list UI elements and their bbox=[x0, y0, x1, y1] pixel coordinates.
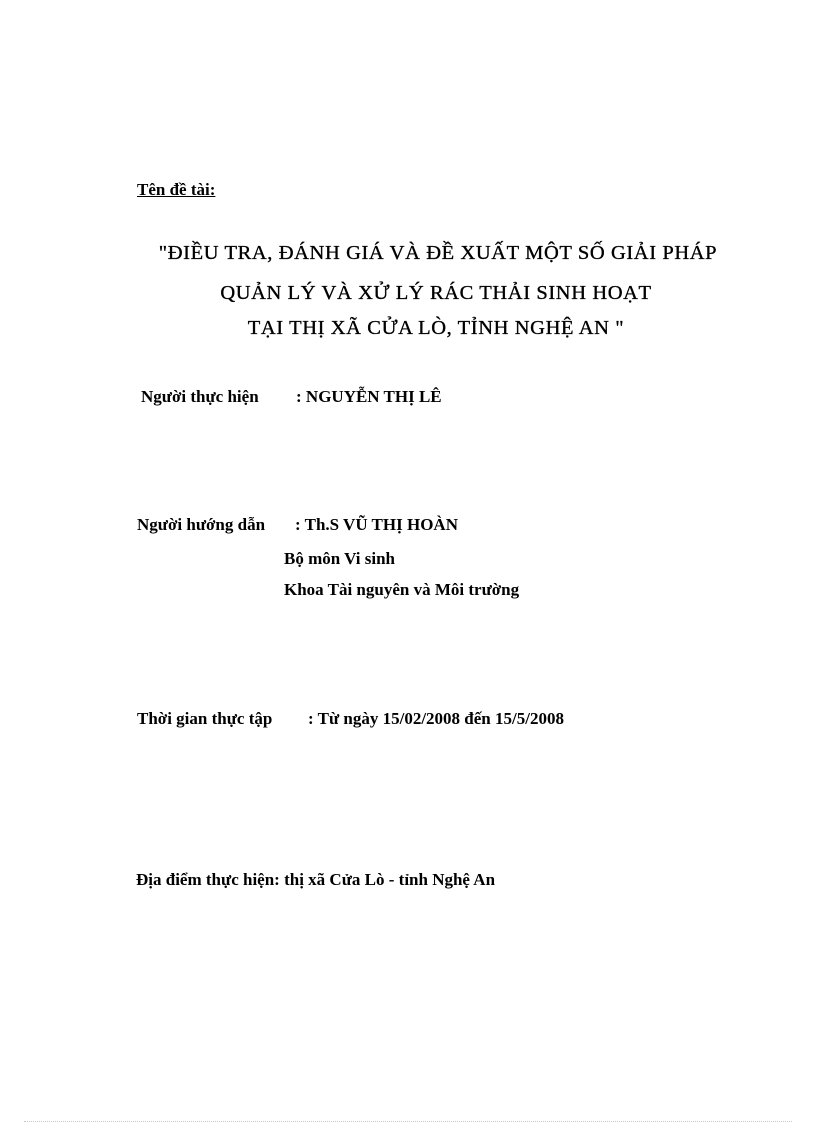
advisor-faculty: Khoa Tài nguyên và Môi trường bbox=[284, 580, 520, 599]
page-bottom-divider bbox=[24, 1121, 792, 1122]
topic-label: Tên đề tài: bbox=[137, 180, 216, 199]
author-label: Người thực hiện bbox=[141, 387, 259, 406]
title-line-1: "ĐIỀU TRA, ĐÁNH GIÁ VÀ ĐỀ XUẤT MỘT SỐ GIẢI PHÁP bbox=[158, 242, 718, 264]
location-line: Địa điểm thực hiện: thị xã Cửa Lò - tỉnh Nghệ An bbox=[136, 870, 496, 889]
advisor-value: : Th.S VŨ THỊ HOÀN bbox=[295, 515, 458, 534]
advisor-department: Bộ môn Vi sinh bbox=[284, 549, 396, 568]
internship-period-label: Thời gian thực tập bbox=[137, 709, 273, 728]
author-value: : NGUYỄN THỊ LÊ bbox=[296, 387, 442, 406]
title-line-3: TẠI THỊ XÃ CỬA LÒ, TỈNH NGHỆ AN " bbox=[247, 317, 625, 339]
internship-period-value: : Từ ngày 15/02/2008 đến 15/5/2008 bbox=[308, 709, 564, 728]
advisor-label: Người hướng dẫn bbox=[137, 515, 266, 534]
title-line-2: QUẢN LÝ VÀ XỬ LÝ RÁC THẢI SINH HOẠT bbox=[220, 282, 652, 304]
